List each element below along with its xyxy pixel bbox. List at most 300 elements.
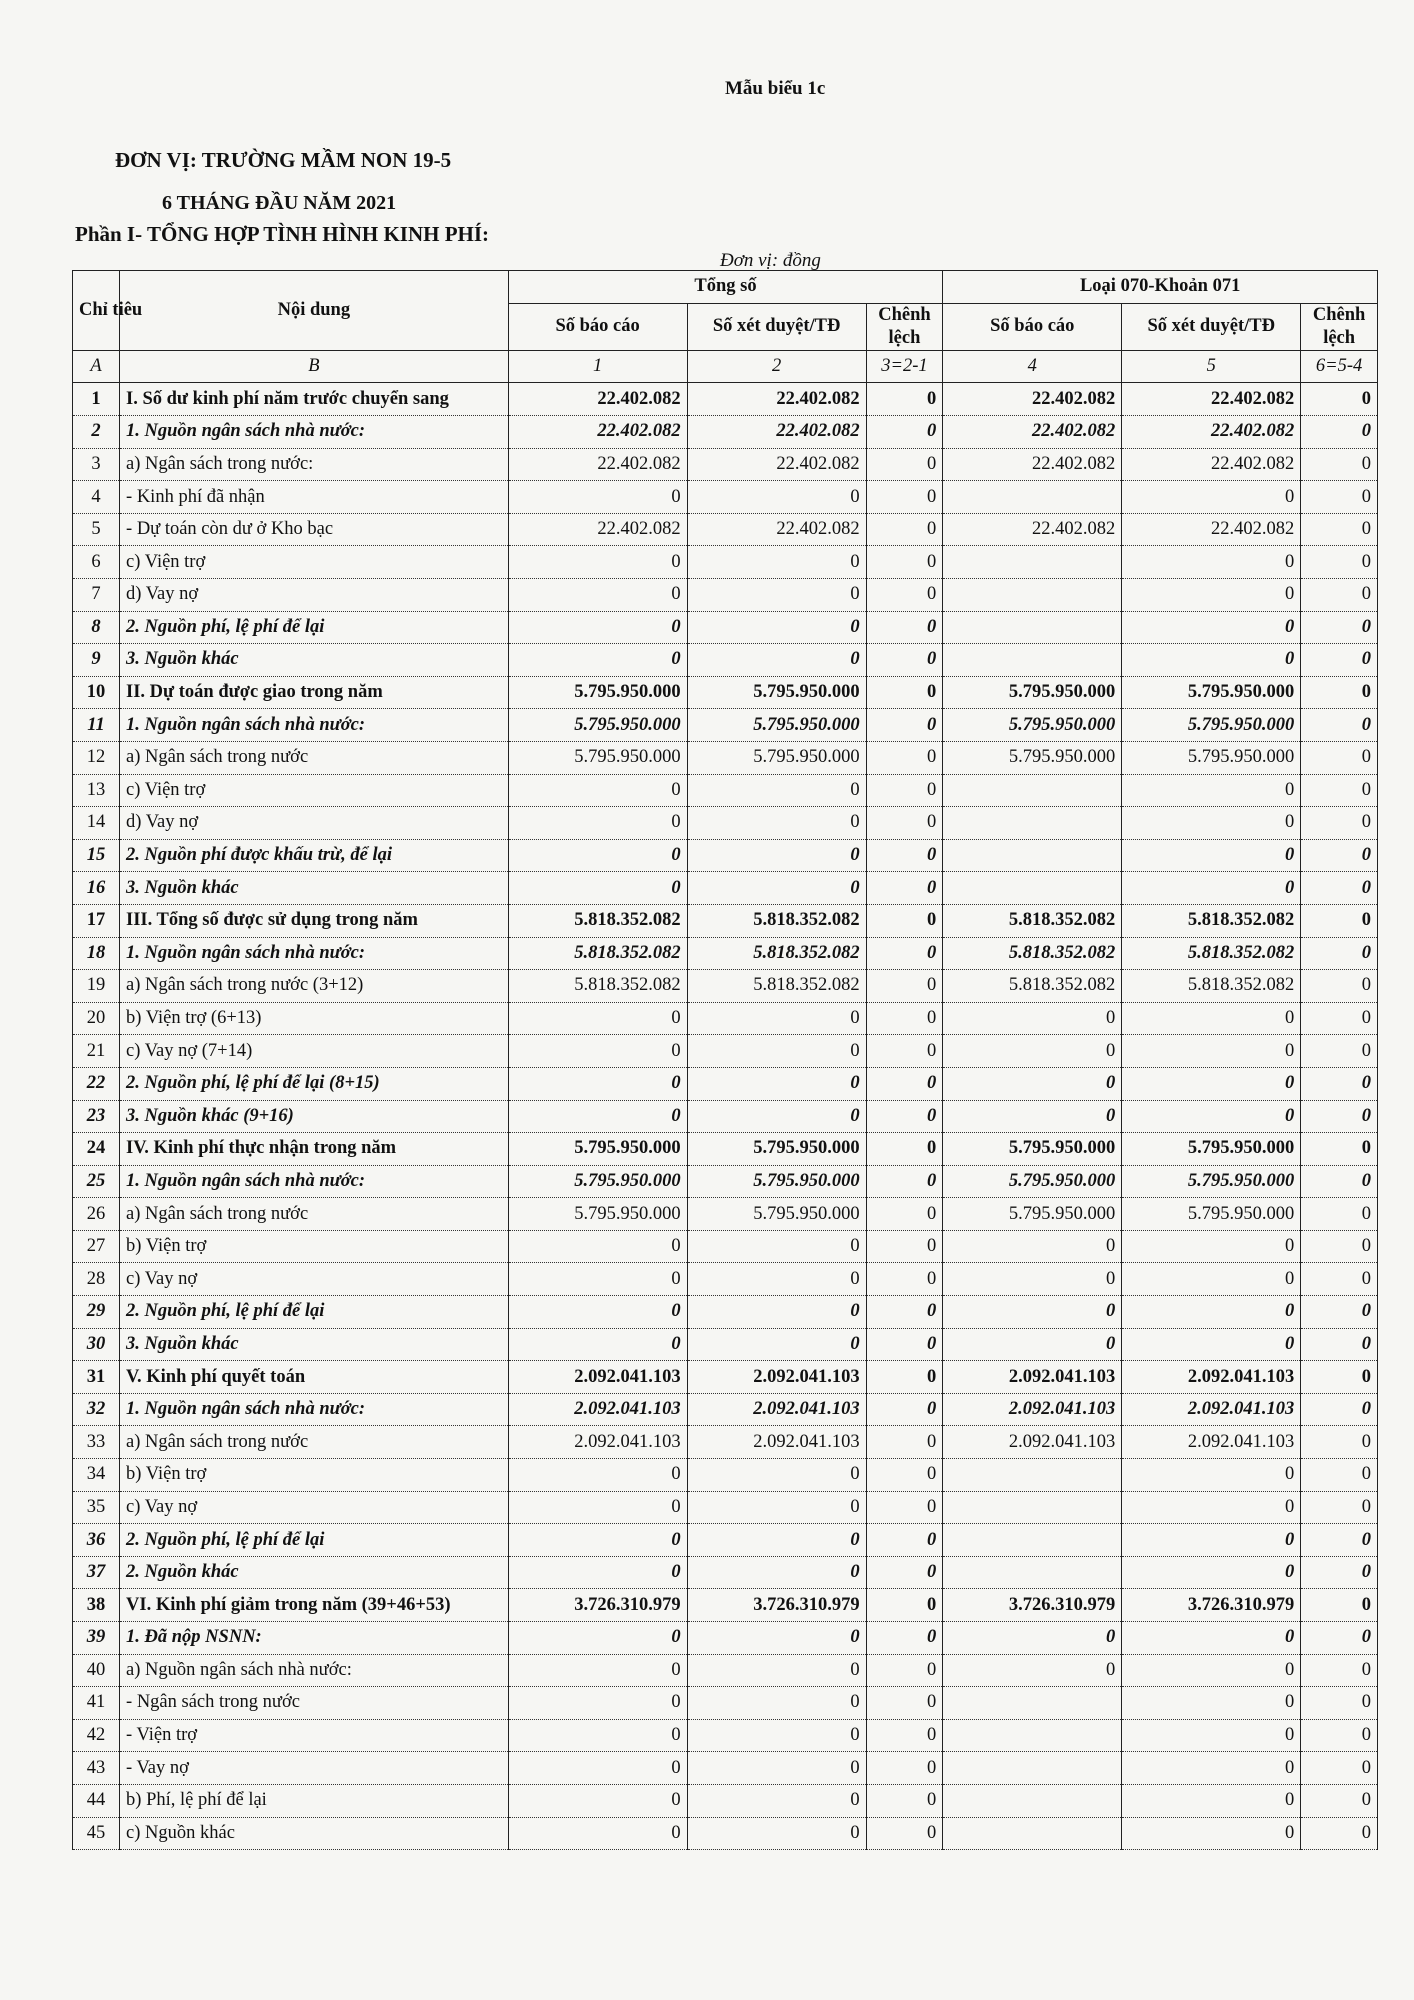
approved-loai: 0 (1122, 644, 1301, 677)
approved-loai: 0 (1122, 546, 1301, 579)
reported-total: 0 (508, 1035, 687, 1068)
difference-total: 0 (866, 1622, 943, 1655)
row-label: VI. Kinh phí giảm trong năm (39+46+53) (120, 1589, 509, 1622)
table-row (73, 383, 1378, 416)
table-row (73, 448, 1378, 481)
row-label: 3. Nguồn khác (120, 644, 509, 677)
difference-loai: 0 (1301, 1556, 1378, 1589)
reported-total: 0 (508, 1654, 687, 1687)
approved-total: 0 (687, 1067, 866, 1100)
approved-loai: 0 (1122, 1100, 1301, 1133)
approved-total: 0 (687, 872, 866, 905)
approved-total: 22.402.082 (687, 513, 866, 546)
approved-loai: 5.795.950.000 (1122, 1165, 1301, 1198)
reported-loai (943, 1817, 1122, 1850)
reported-total: 22.402.082 (508, 416, 687, 449)
approved-total: 0 (687, 1002, 866, 1035)
row-label: III. Tổng số được sử dụng trong năm (120, 904, 509, 937)
table-row (73, 1067, 1378, 1100)
reported-loai (943, 1687, 1122, 1720)
table-row (73, 1752, 1378, 1785)
table-row (73, 774, 1378, 807)
reported-loai: 5.818.352.082 (943, 970, 1122, 1003)
row-index: 40 (73, 1654, 120, 1687)
difference-total: 0 (866, 937, 943, 970)
row-label: 2. Nguồn phí được khấu trừ, để lại (120, 839, 509, 872)
table-row (73, 1100, 1378, 1133)
reported-loai: 0 (943, 1622, 1122, 1655)
table-row (73, 937, 1378, 970)
row-label: b) Viện trợ (120, 1459, 509, 1492)
difference-loai: 0 (1301, 741, 1378, 774)
table-row (73, 970, 1378, 1003)
reported-loai: 5.818.352.082 (943, 937, 1122, 970)
reported-total: 0 (508, 1752, 687, 1785)
difference-loai: 0 (1301, 1361, 1378, 1394)
reported-total: 0 (508, 1524, 687, 1557)
row-label: a) Ngân sách trong nước (120, 741, 509, 774)
reported-loai (943, 807, 1122, 840)
difference-total: 0 (866, 481, 943, 514)
difference-total: 0 (866, 1198, 943, 1231)
reported-loai: 5.795.950.000 (943, 1198, 1122, 1231)
row-label: d) Vay nợ (120, 579, 509, 612)
row-label: c) Vay nợ (7+14) (120, 1035, 509, 1068)
difference-total: 0 (866, 1067, 943, 1100)
row-index: 26 (73, 1198, 120, 1231)
difference-loai: 0 (1301, 1067, 1378, 1100)
row-index: 25 (73, 1165, 120, 1198)
reported-total: 5.795.950.000 (508, 709, 687, 742)
difference-loai: 0 (1301, 1002, 1378, 1035)
approved-total: 0 (687, 1524, 866, 1557)
reported-total: 0 (508, 1067, 687, 1100)
difference-loai: 0 (1301, 1752, 1378, 1785)
approved-loai: 22.402.082 (1122, 448, 1301, 481)
row-index: 14 (73, 807, 120, 840)
reported-total: 0 (508, 1002, 687, 1035)
row-index: 32 (73, 1393, 120, 1426)
reported-total: 0 (508, 807, 687, 840)
part-title: Phần I- TỔNG HỢP TÌNH HÌNH KINH PHÍ: (75, 222, 490, 246)
column-code: 2 (687, 350, 866, 383)
column-code-row (73, 350, 1378, 383)
approved-loai: 22.402.082 (1122, 513, 1301, 546)
difference-total: 0 (866, 1328, 943, 1361)
difference-loai: 0 (1301, 1296, 1378, 1329)
difference-loai: 0 (1301, 481, 1378, 514)
table-row (73, 1687, 1378, 1720)
row-label: 2. Nguồn phí, lệ phí để lại (120, 611, 509, 644)
approved-total: 2.092.041.103 (687, 1426, 866, 1459)
row-label: II. Dự toán được giao trong năm (120, 676, 509, 709)
row-index: 37 (73, 1556, 120, 1589)
table-row (73, 1263, 1378, 1296)
approved-loai: 22.402.082 (1122, 416, 1301, 449)
approved-total: 0 (687, 1752, 866, 1785)
approved-total: 2.092.041.103 (687, 1361, 866, 1394)
approved-total: 3.726.310.979 (687, 1589, 866, 1622)
reported-loai: 0 (943, 1263, 1122, 1296)
table-row (73, 1328, 1378, 1361)
table-row (73, 579, 1378, 612)
difference-total: 0 (866, 1556, 943, 1589)
approved-total: 0 (687, 1230, 866, 1263)
header-tong-so: Tổng số (508, 271, 943, 304)
reported-loai: 5.795.950.000 (943, 676, 1122, 709)
approved-loai: 5.795.950.000 (1122, 709, 1301, 742)
row-label: - Kinh phí đã nhận (120, 481, 509, 514)
approved-total: 0 (687, 774, 866, 807)
reported-loai: 5.795.950.000 (943, 1165, 1122, 1198)
approved-total: 0 (687, 1622, 866, 1655)
row-label: 3. Nguồn khác (120, 1328, 509, 1361)
difference-loai: 0 (1301, 1035, 1378, 1068)
row-index: 16 (73, 872, 120, 905)
table-row (73, 741, 1378, 774)
approved-loai: 0 (1122, 1622, 1301, 1655)
difference-loai: 0 (1301, 807, 1378, 840)
difference-loai: 0 (1301, 1654, 1378, 1687)
approved-loai: 5.795.950.000 (1122, 1198, 1301, 1231)
reported-total: 0 (508, 1328, 687, 1361)
approved-total: 5.795.950.000 (687, 1133, 866, 1166)
reported-total: 2.092.041.103 (508, 1426, 687, 1459)
difference-total: 0 (866, 1589, 943, 1622)
row-index: 30 (73, 1328, 120, 1361)
reported-loai: 2.092.041.103 (943, 1426, 1122, 1459)
approved-loai: 5.795.950.000 (1122, 676, 1301, 709)
row-label: c) Viện trợ (120, 546, 509, 579)
difference-total: 0 (866, 1230, 943, 1263)
reported-loai: 22.402.082 (943, 513, 1122, 546)
table-row (73, 1426, 1378, 1459)
difference-loai: 0 (1301, 1589, 1378, 1622)
reported-total: 0 (508, 1491, 687, 1524)
reported-total: 0 (508, 1263, 687, 1296)
row-label: c) Nguồn khác (120, 1817, 509, 1850)
table-row (73, 904, 1378, 937)
reported-loai (943, 1524, 1122, 1557)
approved-total: 0 (687, 644, 866, 677)
reported-loai: 2.092.041.103 (943, 1393, 1122, 1426)
row-index: 12 (73, 741, 120, 774)
row-label: - Dự toán còn dư ở Kho bạc (120, 513, 509, 546)
difference-total: 0 (866, 1133, 943, 1166)
header-so-xet-duyet: Số xét duyệt/TĐ (687, 303, 866, 350)
approved-loai: 0 (1122, 1687, 1301, 1720)
difference-total: 0 (866, 1263, 943, 1296)
difference-total: 0 (866, 611, 943, 644)
header-so-bao-cao: Số báo cáo (943, 303, 1122, 350)
row-index: 1 (73, 383, 120, 416)
reported-total: 0 (508, 1817, 687, 1850)
row-index: 23 (73, 1100, 120, 1133)
difference-loai: 0 (1301, 546, 1378, 579)
row-index: 20 (73, 1002, 120, 1035)
table-row (73, 1589, 1378, 1622)
difference-total: 0 (866, 448, 943, 481)
table-row (73, 1393, 1378, 1426)
reported-loai (943, 1459, 1122, 1492)
row-label: 2. Nguồn phí, lệ phí để lại (120, 1524, 509, 1557)
table-row (73, 1361, 1378, 1394)
approved-total: 0 (687, 546, 866, 579)
approved-total: 0 (687, 1035, 866, 1068)
reported-loai: 0 (943, 1067, 1122, 1100)
row-index: 44 (73, 1784, 120, 1817)
approved-loai: 0 (1122, 1654, 1301, 1687)
reported-total: 0 (508, 1622, 687, 1655)
row-label: 3. Nguồn khác (9+16) (120, 1100, 509, 1133)
row-label: 1. Nguồn ngân sách nhà nước: (120, 937, 509, 970)
row-label: a) Ngân sách trong nước (120, 1426, 509, 1459)
form-code: Mẫu biểu 1c (725, 78, 826, 99)
reported-total: 0 (508, 579, 687, 612)
reported-total: 0 (508, 872, 687, 905)
table-row (73, 839, 1378, 872)
table-row (73, 416, 1378, 449)
difference-loai: 0 (1301, 676, 1378, 709)
difference-loai: 0 (1301, 937, 1378, 970)
difference-loai: 0 (1301, 1491, 1378, 1524)
difference-loai: 0 (1301, 1328, 1378, 1361)
approved-loai: 0 (1122, 807, 1301, 840)
reported-loai (943, 872, 1122, 905)
row-index: 3 (73, 448, 120, 481)
table-row (73, 1230, 1378, 1263)
row-label: 2. Nguồn phí, lệ phí để lại (120, 1296, 509, 1329)
reported-total: 0 (508, 1719, 687, 1752)
difference-total: 0 (866, 1035, 943, 1068)
approved-total: 0 (687, 1491, 866, 1524)
approved-loai: 0 (1122, 839, 1301, 872)
approved-loai: 2.092.041.103 (1122, 1426, 1301, 1459)
row-index: 17 (73, 904, 120, 937)
reported-loai: 0 (943, 1002, 1122, 1035)
table-row (73, 676, 1378, 709)
difference-total: 0 (866, 1393, 943, 1426)
reported-total: 0 (508, 1687, 687, 1720)
approved-loai: 0 (1122, 579, 1301, 612)
reported-loai (943, 1491, 1122, 1524)
approved-loai: 0 (1122, 1230, 1301, 1263)
difference-loai: 0 (1301, 1622, 1378, 1655)
difference-total: 0 (866, 1165, 943, 1198)
reported-total: 22.402.082 (508, 383, 687, 416)
reported-total: 2.092.041.103 (508, 1361, 687, 1394)
approved-loai: 2.092.041.103 (1122, 1361, 1301, 1394)
reported-loai (943, 644, 1122, 677)
period-title: 6 THÁNG ĐẦU NĂM 2021 (162, 192, 397, 214)
column-code: 4 (943, 350, 1122, 383)
table-row (73, 1719, 1378, 1752)
reported-total: 0 (508, 611, 687, 644)
difference-total: 0 (866, 1491, 943, 1524)
difference-loai: 0 (1301, 383, 1378, 416)
approved-loai: 5.818.352.082 (1122, 937, 1301, 970)
row-index: 2 (73, 416, 120, 449)
reported-loai (943, 1752, 1122, 1785)
reported-loai: 22.402.082 (943, 416, 1122, 449)
difference-loai: 0 (1301, 1459, 1378, 1492)
approved-total: 0 (687, 611, 866, 644)
approved-loai: 5.795.950.000 (1122, 1133, 1301, 1166)
reported-loai: 0 (943, 1654, 1122, 1687)
difference-loai: 0 (1301, 1198, 1378, 1231)
approved-loai: 3.726.310.979 (1122, 1589, 1301, 1622)
difference-loai: 0 (1301, 872, 1378, 905)
reported-loai: 5.795.950.000 (943, 1133, 1122, 1166)
approved-loai: 22.402.082 (1122, 383, 1301, 416)
reported-loai: 22.402.082 (943, 383, 1122, 416)
approved-loai: 5.818.352.082 (1122, 970, 1301, 1003)
reported-total: 22.402.082 (508, 448, 687, 481)
reported-total: 0 (508, 644, 687, 677)
table-row (73, 644, 1378, 677)
approved-loai: 0 (1122, 1556, 1301, 1589)
difference-total: 0 (866, 579, 943, 612)
row-label: a) Ngân sách trong nước (3+12) (120, 970, 509, 1003)
difference-loai: 0 (1301, 1133, 1378, 1166)
approved-total: 0 (687, 579, 866, 612)
report-rows (73, 383, 1378, 1850)
row-index: 15 (73, 839, 120, 872)
difference-loai: 0 (1301, 579, 1378, 612)
reported-loai: 5.795.950.000 (943, 709, 1122, 742)
approved-loai: 0 (1122, 1491, 1301, 1524)
row-label: 1. Nguồn ngân sách nhà nước: (120, 1393, 509, 1426)
difference-total: 0 (866, 741, 943, 774)
reported-total: 0 (508, 546, 687, 579)
row-index: 28 (73, 1263, 120, 1296)
approved-loai: 0 (1122, 1784, 1301, 1817)
difference-total: 0 (866, 970, 943, 1003)
header-chenh-lech: Chênh lệch (866, 303, 943, 350)
reported-loai (943, 1784, 1122, 1817)
table-row (73, 807, 1378, 840)
difference-loai: 0 (1301, 839, 1378, 872)
row-index: 34 (73, 1459, 120, 1492)
difference-total: 0 (866, 807, 943, 840)
reported-loai (943, 839, 1122, 872)
difference-total: 0 (866, 872, 943, 905)
difference-total: 0 (866, 676, 943, 709)
row-label: b) Viện trợ (6+13) (120, 1002, 509, 1035)
reported-loai: 5.795.950.000 (943, 741, 1122, 774)
column-code: 5 (1122, 350, 1301, 383)
approved-total: 5.818.352.082 (687, 970, 866, 1003)
row-label: c) Vay nợ (120, 1491, 509, 1524)
table-row (73, 1817, 1378, 1850)
reported-total: 5.795.950.000 (508, 1198, 687, 1231)
row-label: - Ngân sách trong nước (120, 1687, 509, 1720)
header-chenh-lech: Chênh lệch (1301, 303, 1378, 350)
approved-loai: 5.818.352.082 (1122, 904, 1301, 937)
reported-total: 22.402.082 (508, 513, 687, 546)
header-chi-tieu: Chỉ tiêu (73, 271, 120, 351)
approved-total: 0 (687, 1719, 866, 1752)
row-label: a) Nguồn ngân sách nhà nước: (120, 1654, 509, 1687)
approved-total: 5.795.950.000 (687, 741, 866, 774)
table-row (73, 1524, 1378, 1557)
difference-loai: 0 (1301, 416, 1378, 449)
row-index: 42 (73, 1719, 120, 1752)
row-label: IV. Kinh phí thực nhận trong năm (120, 1133, 509, 1166)
reported-total: 0 (508, 1459, 687, 1492)
header-so-xet-duyet: Số xét duyệt/TĐ (1122, 303, 1301, 350)
row-index: 5 (73, 513, 120, 546)
row-index: 33 (73, 1426, 120, 1459)
approved-loai: 0 (1122, 1263, 1301, 1296)
reported-loai (943, 1719, 1122, 1752)
row-index: 41 (73, 1687, 120, 1720)
table-row (73, 1198, 1378, 1231)
row-index: 29 (73, 1296, 120, 1329)
difference-total: 0 (866, 1296, 943, 1329)
difference-loai: 0 (1301, 1687, 1378, 1720)
approved-loai: 0 (1122, 1328, 1301, 1361)
table-row (73, 611, 1378, 644)
reported-loai: 0 (943, 1100, 1122, 1133)
reported-total: 0 (508, 839, 687, 872)
unit-name: ĐƠN VỊ: TRƯỜNG MẦM NON 19-5 (115, 148, 452, 172)
approved-loai: 0 (1122, 774, 1301, 807)
approved-total: 0 (687, 1296, 866, 1329)
row-label: b) Viện trợ (120, 1230, 509, 1263)
difference-total: 0 (866, 709, 943, 742)
difference-total: 0 (866, 644, 943, 677)
approved-loai: 0 (1122, 1035, 1301, 1068)
approved-total: 5.795.950.000 (687, 1198, 866, 1231)
approved-loai: 0 (1122, 1002, 1301, 1035)
reported-loai: 0 (943, 1230, 1122, 1263)
difference-total: 0 (866, 1817, 943, 1850)
difference-total: 0 (866, 1002, 943, 1035)
approved-total: 5.818.352.082 (687, 937, 866, 970)
approved-total: 5.795.950.000 (687, 709, 866, 742)
difference-loai: 0 (1301, 513, 1378, 546)
approved-total: 0 (687, 1654, 866, 1687)
reported-loai: 0 (943, 1328, 1122, 1361)
row-label: d) Vay nợ (120, 807, 509, 840)
row-label: a) Ngân sách trong nước: (120, 448, 509, 481)
row-label: 3. Nguồn khác (120, 872, 509, 905)
table-row (73, 546, 1378, 579)
difference-loai: 0 (1301, 611, 1378, 644)
approved-total: 22.402.082 (687, 416, 866, 449)
reported-loai (943, 546, 1122, 579)
approved-loai: 0 (1122, 1817, 1301, 1850)
row-label: V. Kinh phí quyết toán (120, 1361, 509, 1394)
difference-total: 0 (866, 1100, 943, 1133)
reported-total: 5.795.950.000 (508, 676, 687, 709)
row-index: 10 (73, 676, 120, 709)
approved-total: 0 (687, 481, 866, 514)
difference-total: 0 (866, 1459, 943, 1492)
difference-total: 0 (866, 904, 943, 937)
approved-total: 2.092.041.103 (687, 1393, 866, 1426)
approved-total: 0 (687, 1263, 866, 1296)
column-code: B (120, 350, 509, 383)
row-index: 9 (73, 644, 120, 677)
difference-loai: 0 (1301, 1393, 1378, 1426)
table-row (73, 1165, 1378, 1198)
difference-total: 0 (866, 546, 943, 579)
table-row (73, 513, 1378, 546)
difference-total: 0 (866, 1719, 943, 1752)
approved-total: 0 (687, 1100, 866, 1133)
